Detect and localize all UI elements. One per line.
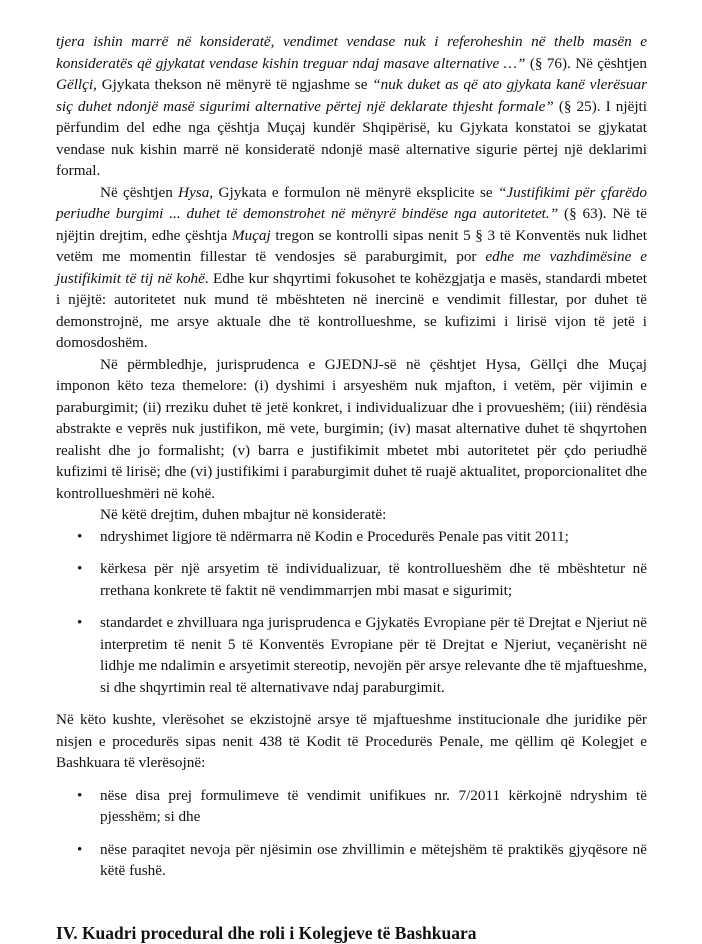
section-heading: IV. Kuadri procedural dhe roli i Kolegjeve të Bashkuara bbox=[56, 922, 477, 943]
list-item bbox=[56, 612, 647, 698]
text-run: (§ 63). Në të njëjtin drejtim, edhe çështja bbox=[56, 205, 647, 244]
evaluations-list bbox=[56, 785, 647, 882]
list-item-text: standardet e zhvilluara nga jurisprudenca e Gjykatës Evropiane për të Drejtat e Njeriut në interpretim të nenit 5 të Konventës Evropiane për të Drejtat e Njeriut, veçanërisht në lidhje me ndalimin e arsyetimit stereotip, nevojën për arsye relevante dhe të mjaftueshme, si dhe shqyrtimin real të alternativave ndaj paraburgimit. bbox=[100, 614, 647, 696]
bullet-icon: • bbox=[77, 527, 83, 545]
considerations-list bbox=[56, 526, 647, 699]
text-run: Në çështjen bbox=[100, 183, 179, 201]
list-item-text: kërkesa për një arsyetim të individualizuar, të kontrollueshëm dhe të mbështetur në rrethana konkrete të faktit në vendimmarrjen mbi masat e sigurimit; bbox=[100, 560, 647, 599]
text-run: , Gjykata thekson në mënyrë të ngjashme se bbox=[93, 76, 373, 93]
italic-text: “Justifikimi për çfarëdo periudhe burgimi ... duhet të demonstrohet në mënyrë bindëse nga autoritetet.” bbox=[56, 183, 648, 222]
bullet-icon: • bbox=[77, 560, 83, 577]
italic-text: Muçaj bbox=[231, 226, 271, 244]
list-item bbox=[56, 526, 647, 548]
bullet-icon: • bbox=[77, 614, 83, 631]
text-run: tregon se kontrolli sipas nenit 5 § 3 të Konventës nuk lidhet vetëm me momentin fillestar të vendosjes së paraburgimit, por bbox=[56, 226, 647, 265]
list-item-text: nëse disa prej formulimeve të vendimit unifikues nr. 7/2011 kërkojnë ndryshim të pjesshëm; si dhe bbox=[100, 786, 647, 825]
paragraph-summary-theses bbox=[56, 354, 647, 505]
italic-text: tjera ishin marrë në konsideratë, vendimet vendase nuk i referoheshin në thelb masën e konsideratës që gjykatat vendase kishin treguar ndaj masave alternative …” bbox=[56, 33, 647, 72]
italic-text: edhe me vazhdimësine e justifikimit të tij në kohë bbox=[56, 248, 647, 287]
list-item bbox=[56, 558, 647, 601]
considerations-intro: Në këtë drejtim, duhen mbajtur në konsideratë: bbox=[100, 506, 387, 523]
paragraph-gellci-mucaj bbox=[56, 31, 647, 182]
text-run: Në përmbledhje, jurisprudenca e GJEDNJ-së në çështjet Hysa, Gëllçi dhe Muçaj imponon këto teza themelore: (i) dyshimi i arsyeshëm nuk mjafton, i vetëm, për vijimin e paraburgimit; (ii) rreziku duhet të jetë konkret, i individualizuar dhe i provueshëm; (iii) rëndësia abstrakte e veprës nuk justifikon, më vete, burgimin; (iv) masat alternative duhet të shqyrtohen realisht dhe jo formalisht; (v) barra e justifikimit mbetet mbi autoritetet për çdo periudhë kufizimi të lirisë; dhe (vi) justifikimi i paraburgimit duhet të ruajë aktualitet, proporcionalitet dhe kontrollueshmëri në kohë. bbox=[56, 355, 647, 502]
conclusion-paragraph: Në këto kushte, vlerësohet se ekzistojnë arsye të mjaftueshme institucionale dhe juridike për nisjen e procedurës sipas nenit 438 të Kodit të Procedurës Penale, me qëllim që Kolegjet e Bashkuara të vlerësojnë: bbox=[56, 711, 647, 771]
italic-text: “nuk duket as që ato gjykata kanë vlerësuar siç duhet ndonjë masë sigurimi alternative përtej një deklarate thjesht formale” bbox=[56, 76, 647, 115]
list-item-text: ndryshimet ligjore të ndërmarra në Kodin e Procedurës Penale pas vitit 2011; bbox=[100, 527, 569, 545]
document-page bbox=[56, 31, 647, 944]
text-run: , Gjykata e formulon në mënyrë eksplicite se bbox=[209, 183, 498, 201]
text-run: (§ 25). I njëjti përfundim del edhe nga çështja Muçaj kundër Shqipërisë, ku Gjykata konstatoi se gjykatat vendase nuk kishin marrë në konsideratë ndonjë masë alternative sigurie përtej një deklarimi formal. bbox=[56, 97, 647, 179]
italic-text: Hysa bbox=[178, 183, 210, 201]
paragraph-hysa-mucaj bbox=[56, 182, 647, 354]
list-item-text: nëse paraqitet nevoja për njësimin ose zhvillimin e mëtejshëm të praktikës gjyqësore në këtë fushë. bbox=[100, 840, 647, 879]
text-run: (§ 76). Në çështjen bbox=[525, 54, 647, 72]
italic-text: Gëllçi bbox=[56, 76, 94, 93]
list-item bbox=[56, 839, 647, 882]
bullet-icon: • bbox=[77, 840, 83, 858]
text-run: . Edhe kur shqyrtimi fokusohet te kohëzgjatja e masës, standardi mbetet i njëjtë: autoritetet nuk mund të mbështeten në inercinë e vendimit fillestar, por duhet të demonstrojnë, me arsye aktuale dhe të kontrollueshme, se kufizimi i lirisë vijon të jetë i domosdoshëm. bbox=[56, 269, 647, 351]
bullet-icon: • bbox=[77, 786, 83, 804]
list-item bbox=[56, 785, 647, 828]
